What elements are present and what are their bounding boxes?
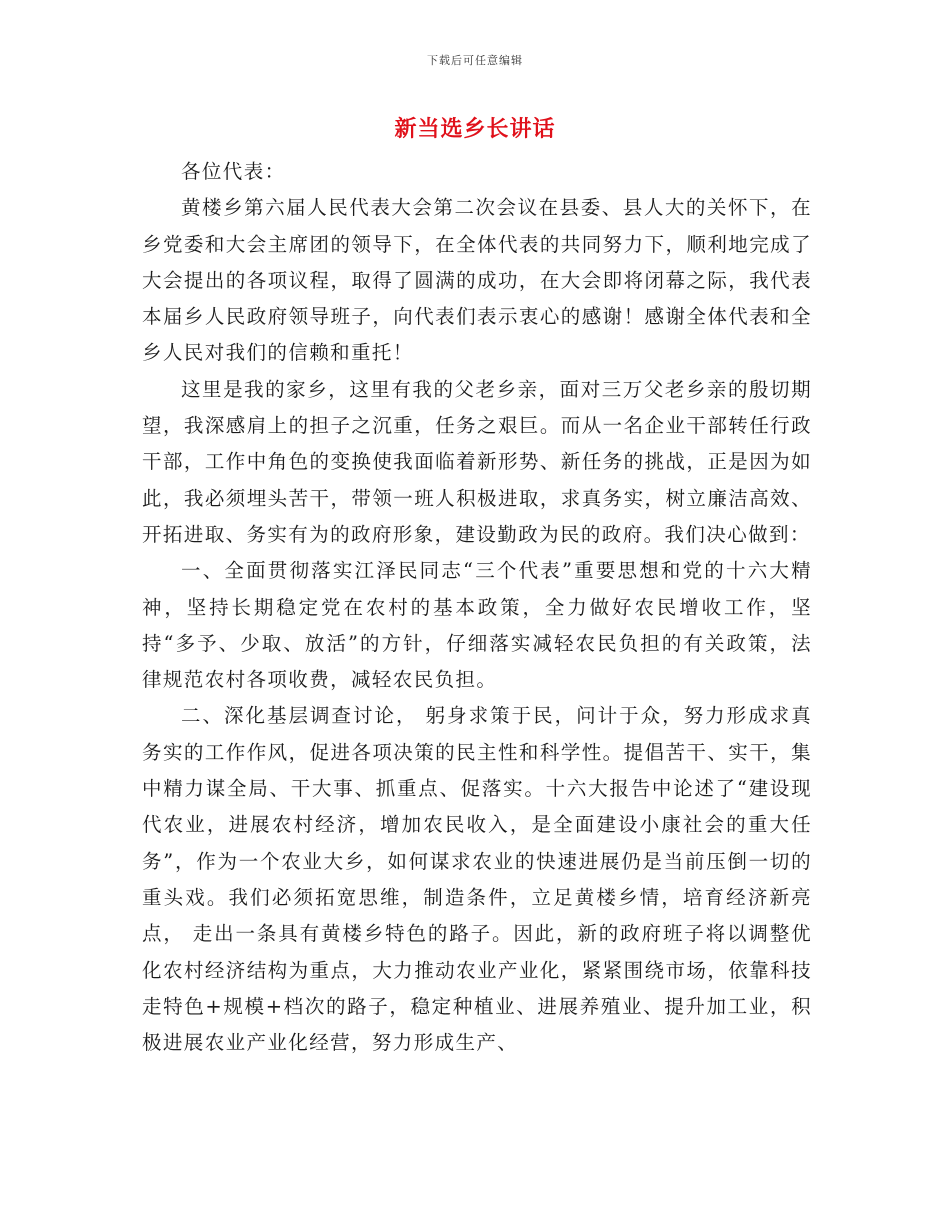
paragraph-1: 黄楼乡第六届人民代表大会第二次会议在县委、县人大的关怀下，在乡党委和大会主席团的领导下，在全体代表的共同努力下，顺利地完成了大会提出的各项议程，取得了圆满的成功，在大会即将闭幕之际，我代表本届乡人民政府领导班子，向代表们表示衷心的感谢！感谢全体代表和全乡人民对我们的信赖和重托！	[142, 196, 812, 365]
document-body	[142, 154, 812, 1061]
header-note: 下载后可任意编辑	[427, 54, 523, 67]
document-title: 新当选乡长讲话	[394, 116, 556, 142]
paragraph-2: 这里是我的家乡，这里有我的父老乡亲，面对三万父老乡亲的殷切期望，我深感肩上的担子之沉重，任务之艰巨。而从一名企业干部转任行政干部，工作中角色的变换使我面临着新形势、新任务的挑战，正是因为如此，我必须埋头苦干，带领一班人积极进取，求真务实，树立廉洁高效、开拓进取、务实有为的政府形象，建设勤政为民的政府。我们决心做到：	[142, 377, 812, 546]
salutation: 各位代表：	[181, 160, 286, 183]
paragraph-3: 一、全面贯彻落实江泽民同志“三个代表”重要思想和党的十六大精神，坚持长期稳定党在农村的基本政策，全力做好农民增收工作，坚持“多予、少取、放活”的方针，仔细落实减轻农民负担的有关政策，法律规范农村各项收费，减轻农民负担。	[142, 559, 812, 692]
paragraph-4: 二、深化基层调查讨论， 躬身求策于民，问计于众，努力形成求真务实的工作作风，促进各项决策的民主性和科学性。提倡苦干、实干，集中精力谋全局、干大事、抓重点、促落实。十六大报告中论述了“建设现代农业，进展农村经济，增加农民收入，是全面建设小康社会的重大任务”，作为一个农业大乡，如何谋求农业的快速进展仍是当前压倒一切的重头戏。我们必须拓宽思维，制造条件，立足黄楼乡情，培育经济新亮点， 走出一条具有黄楼乡特色的路子。因此，新的政府班子将以调整优化农村经济结构为重点，大力推动农业产业化，紧紧围绕市场，依靠科技走特色+规模+档次的路子，稳定种植业、进展养殖业、提升加工业，积极进展农业产业化经营，努力形成生产、	[142, 704, 812, 1055]
